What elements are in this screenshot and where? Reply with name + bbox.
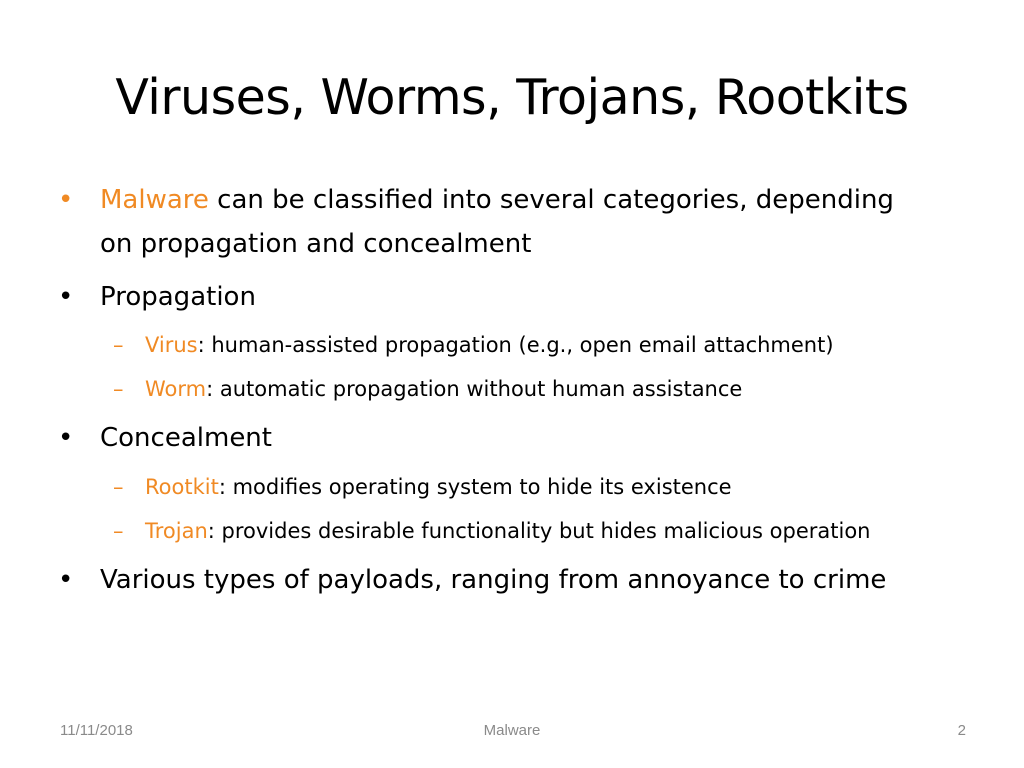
subbullet-text: : human-assisted propagation (e.g., open email attachment) <box>197 333 834 357</box>
bullet-text: Various types of payloads, ranging from annoyance to crime <box>100 565 887 595</box>
term-worm: Worm <box>145 377 207 401</box>
footer-title: Malware <box>483 722 541 739</box>
dash-marker: – <box>113 377 124 401</box>
term-rootkit: Rootkit <box>145 475 219 499</box>
term-malware: Malware <box>100 185 209 215</box>
footer-date: 11/11/2018 <box>60 722 133 739</box>
dash-marker: – <box>113 475 124 499</box>
bullet-text: on propagation and concealment <box>100 229 532 259</box>
slide-number: 2 <box>957 722 966 739</box>
subbullet-virus <box>113 330 834 360</box>
bullet-marker: • <box>58 185 74 215</box>
bullet-marker: • <box>58 565 74 595</box>
subbullet-text: : modifies operating system to hide its existence <box>218 475 732 499</box>
bullet-malware-continuation <box>100 222 531 266</box>
subbullet-rootkit <box>113 472 732 502</box>
dash-marker: – <box>113 333 124 357</box>
bullet-payloads <box>58 558 887 602</box>
bullet-malware <box>58 178 894 222</box>
bullet-concealment <box>58 416 272 460</box>
subbullet-text: : provides desirable functionality but hides malicious operation <box>207 519 871 543</box>
bullet-marker: • <box>58 423 74 453</box>
subbullet-text: : automatic propagation without human assistance <box>206 377 743 401</box>
bullet-text: can be classified into several categories, depending <box>208 185 894 215</box>
slide-title: Viruses, Worms, Trojans, Rootkits <box>115 69 909 126</box>
bullet-text: Propagation <box>100 282 256 312</box>
term-virus: Virus <box>145 333 198 357</box>
subbullet-worm <box>113 374 743 404</box>
bullet-text: Concealment <box>100 423 272 453</box>
bullet-propagation <box>58 275 256 319</box>
term-trojan: Trojan <box>145 519 208 543</box>
dash-marker: – <box>113 519 124 543</box>
subbullet-trojan <box>113 516 871 546</box>
bullet-marker: • <box>58 282 74 312</box>
